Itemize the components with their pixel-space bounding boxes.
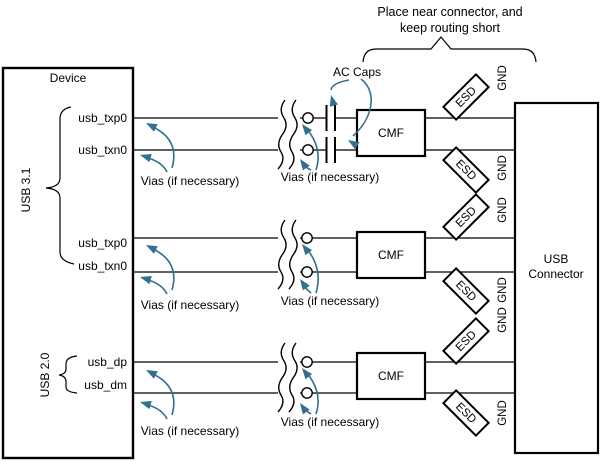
esd-box (443, 74, 488, 119)
vias-annotation (139, 119, 239, 188)
pin-label: usb_txp0 (78, 111, 127, 125)
arrowhead-icon (139, 273, 152, 284)
pin-label: usb_txn0 (78, 143, 127, 157)
esd-box (443, 194, 488, 239)
esd-protection (443, 74, 488, 435)
esd-box (443, 318, 488, 363)
usb31-group-label: USB 3.1 (19, 167, 33, 213)
gnd-label: GND (497, 65, 509, 91)
usb-connector-block (515, 103, 598, 453)
pin-label: usb_dm (84, 378, 127, 392)
device-block (3, 68, 133, 458)
cmf-label: CMF (378, 369, 404, 383)
esd-box (443, 390, 488, 435)
ac-caps-label: AC Caps (332, 65, 382, 79)
usb20-group-label: USB 2.0 (38, 352, 52, 398)
device-title: Device (49, 71, 87, 85)
vias-label: Vias (if necessary) (280, 415, 380, 429)
break-symbol-icon (289, 220, 297, 289)
cmf-label: CMF (378, 126, 404, 140)
esd-label: ESD (453, 328, 479, 354)
via-symbol-icon (302, 388, 312, 398)
gnd-label: GND (497, 155, 509, 181)
arrowhead-icon (297, 277, 310, 291)
vias-annotation (139, 366, 239, 438)
esd-label: ESD (453, 204, 479, 230)
arrowhead-icon (144, 241, 158, 253)
gnd-label: GND (497, 400, 509, 426)
gnd-label: GND (497, 197, 509, 223)
vias-label: Vias (if necessary) (280, 294, 380, 308)
gnd-labels (497, 65, 509, 426)
break-symbol-icon (289, 343, 297, 412)
arrowhead-icon (327, 94, 338, 107)
vias-annotation (139, 241, 239, 312)
esd-label: ESD (453, 278, 479, 304)
arrowhead-icon (139, 398, 152, 409)
arrowhead-icon (144, 366, 158, 378)
vias-label: Vias (if necessary) (280, 170, 380, 184)
via-symbol-icon (302, 233, 312, 243)
arrowhead-icon (139, 151, 152, 162)
pin-label: usb_dp (87, 355, 127, 369)
usb-connector-label-line2: Connector (528, 267, 584, 281)
vias-label: Vias (if necessary) (140, 298, 240, 312)
break-symbol-icon (278, 343, 286, 412)
via-symbol-icon (302, 267, 312, 277)
pin-label: usb_txn0 (78, 259, 127, 273)
esd-label: ESD (453, 400, 479, 426)
esd-label: ESD (453, 157, 479, 183)
esd-label: ESD (453, 84, 479, 110)
via-symbol-icon (303, 113, 313, 123)
annotation-arrow-icon (148, 280, 167, 294)
placement-note-line1: Place near connector, and (377, 5, 523, 19)
annotation-arrow-icon (148, 405, 167, 419)
esd-box (443, 268, 488, 313)
vias-label: Vias (if necessary) (140, 424, 240, 438)
break-symbol-icon (278, 220, 286, 289)
vias-label: Vias (if necessary) (140, 174, 240, 188)
placement-note (363, 5, 536, 62)
break-symbol-icon (289, 100, 297, 169)
usb-connector-label-line1: USB (543, 252, 569, 266)
pin-label: usb_txp0 (78, 236, 127, 250)
arrowhead-icon (144, 119, 158, 131)
via-symbol-icon (303, 145, 313, 155)
annotation-arrow-icon (331, 80, 349, 90)
gnd-label: GND (497, 277, 509, 303)
brace-icon (363, 37, 536, 62)
break-symbol-icon (278, 100, 286, 169)
placement-note-line2: keep routing short (399, 21, 501, 35)
annotation-arrow-icon (148, 158, 167, 172)
gnd-label: GND (497, 307, 509, 333)
via-symbol-icon (302, 357, 312, 367)
cmf-label: CMF (378, 248, 404, 262)
esd-box (443, 147, 488, 192)
